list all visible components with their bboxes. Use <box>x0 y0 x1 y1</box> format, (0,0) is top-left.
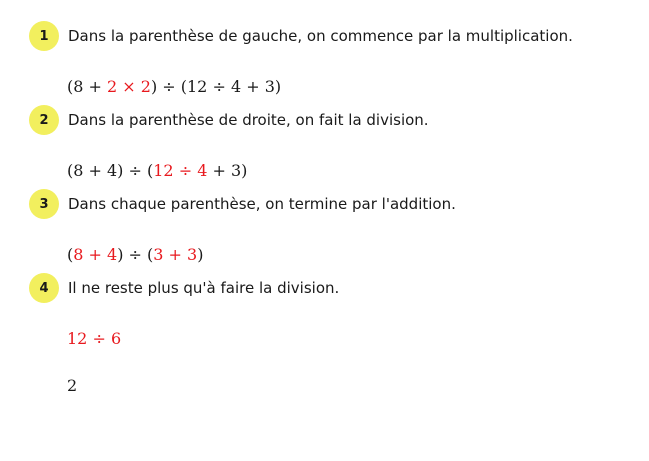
expression-part: ) ÷ ( <box>117 245 154 264</box>
step-number-badge: 4 <box>29 273 59 303</box>
step-number-badge: 2 <box>29 105 59 135</box>
step-instruction: Il ne reste plus qu'à faire la division. <box>68 279 340 297</box>
expression-part-highlighted: 8 + 4 <box>73 245 118 264</box>
expression-part: ) <box>197 245 204 264</box>
expression-part: + 3) <box>207 161 248 180</box>
step-instruction: Dans chaque parenthèse, on termine par l'addition. <box>68 195 456 213</box>
step-number-badge: 3 <box>29 189 59 219</box>
expression-3 <box>67 244 203 266</box>
expression-part-highlighted: 12 ÷ 4 <box>153 161 208 180</box>
expression-part: (8 + <box>67 77 107 96</box>
expression-part: (8 + 4) ÷ ( <box>67 161 154 180</box>
expression-part: ( <box>67 245 74 264</box>
expression-4 <box>67 328 121 350</box>
expression-1 <box>67 76 281 98</box>
expression-2 <box>67 160 247 182</box>
expression-part: ) ÷ (12 ÷ 4 + 3) <box>150 77 282 96</box>
step-instruction: Dans la parenthèse de gauche, on commence par la multiplication. <box>68 27 573 45</box>
step-number-badge: 1 <box>29 21 59 51</box>
step-instruction: Dans la parenthèse de droite, on fait la division. <box>68 111 429 129</box>
expression-part-highlighted: 12 ÷ 6 <box>67 329 122 348</box>
expression-part-highlighted: 2 × 2 <box>107 77 151 96</box>
final-result: 2 <box>67 376 78 395</box>
expression-part-highlighted: 3 + 3 <box>153 245 198 264</box>
